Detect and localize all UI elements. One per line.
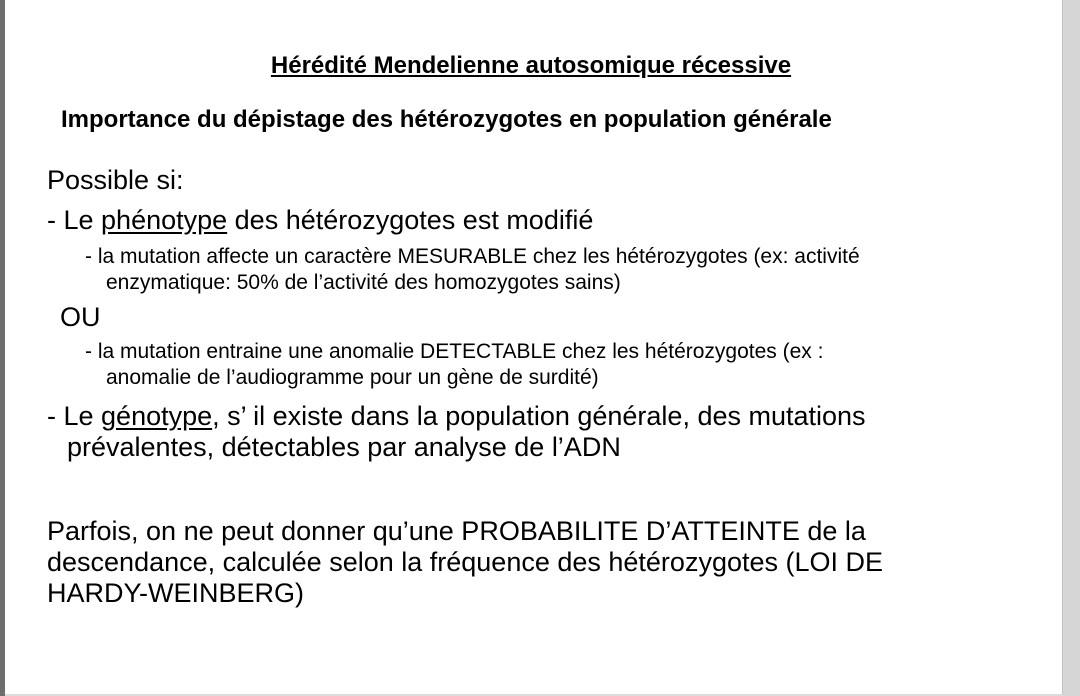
detectable-subitem-line2: anomalie de l’audiogramme pour un gène de surdité) <box>106 366 599 389</box>
phenotype-bullet-suffix: des hétérozygotes est modifié <box>227 205 594 235</box>
genotype-bullet <box>47 401 866 432</box>
genotype-bullet-suffix: , s’ il existe dans la population générale, des mutations <box>212 401 866 431</box>
window-right-edge <box>1062 0 1080 696</box>
slide-page <box>5 0 1063 694</box>
ou-separator: OU <box>60 302 101 332</box>
slide-subtitle: Importance du dépistage des hétérozygotes en population générale <box>61 106 832 133</box>
detectable-subitem-line1: - la mutation entraine une anomalie DETECTABLE chez les hétérozygotes (ex : <box>85 340 824 363</box>
conclusion-line3: HARDY-WEINBERG) <box>47 578 305 608</box>
genotype-keyword: génotype <box>101 401 213 431</box>
possible-si-label: Possible si: <box>47 165 184 195</box>
measurable-subitem-line2: enzymatique: 50% de l’activité des homozygotes sains) <box>106 271 621 294</box>
phenotype-bullet <box>47 205 593 236</box>
conclusion-line1: Parfois, on ne peut donner qu’une PROBABILITE D’ATTEINTE de la <box>47 516 866 546</box>
phenotype-keyword: phénotype <box>101 205 228 235</box>
slide-title: Hérédité Mendelienne autosomique récessive <box>270 52 792 79</box>
measurable-subitem-line1: - la mutation affecte un caractère MESURABLE chez les hétérozygotes (ex: activité <box>85 245 860 268</box>
genotype-bullet-prefix: - Le <box>47 401 102 431</box>
conclusion-line2: descendance, calculée selon la fréquence des hétérozygotes (LOI DE <box>47 547 884 577</box>
genotype-bullet-line2: prévalentes, détectables par analyse de l’ADN <box>67 432 621 462</box>
phenotype-bullet-prefix: - Le <box>47 205 102 235</box>
